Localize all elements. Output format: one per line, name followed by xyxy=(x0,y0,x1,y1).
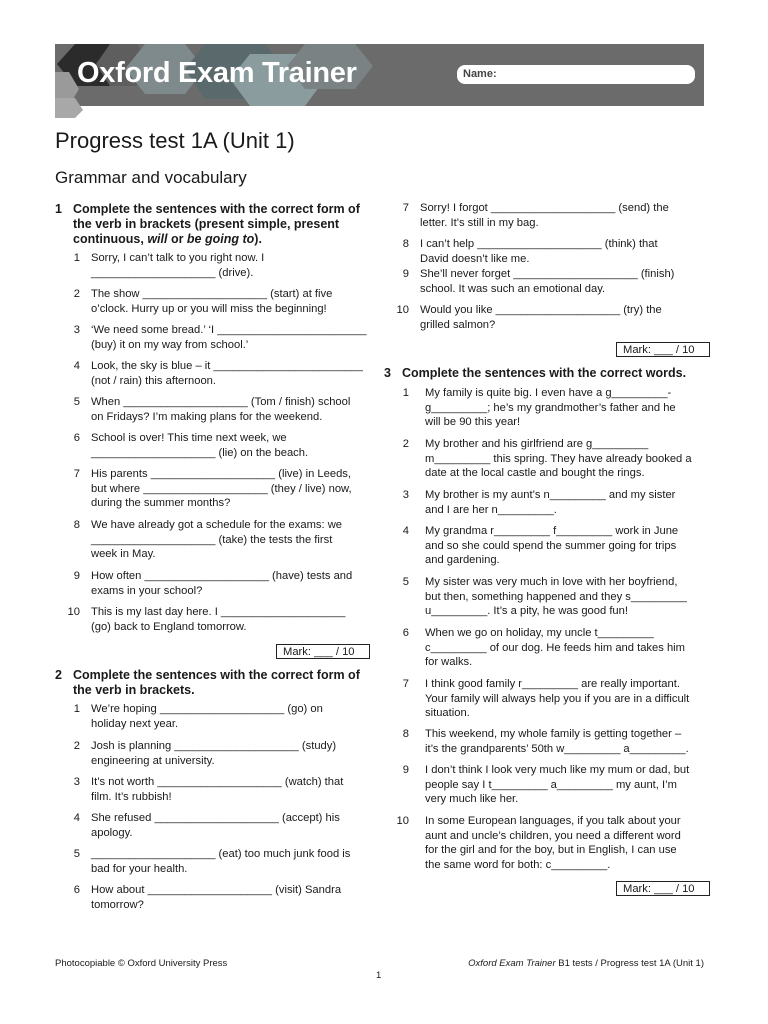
item-number: 6 xyxy=(73,884,80,896)
item-line: exams in your school? xyxy=(91,584,203,597)
item-number: 5 xyxy=(73,848,80,860)
item-number: 4 xyxy=(73,812,80,824)
item-line: Sorry, I can’t talk to you right now. I xyxy=(91,252,265,264)
item-line: Look, the sky is blue – it ________________________ xyxy=(91,360,363,372)
item-line: date at the local castle and bought the rings. xyxy=(425,467,645,479)
item-line: When we go on holiday, my uncle t_________ xyxy=(425,627,654,639)
item-number: 3 xyxy=(73,776,80,788)
item-text xyxy=(425,575,687,619)
item-line: We’re hoping ____________________ (go) on xyxy=(91,703,323,715)
q2-mark-box: Mark: ___ / 10 xyxy=(616,342,710,357)
item-line: and I are her n_________. xyxy=(425,503,557,516)
item-number: 10 xyxy=(67,606,80,618)
page-title: Progress test 1A (Unit 1) xyxy=(55,128,295,153)
item-line: It’s not worth ____________________ (watch) that xyxy=(91,776,344,788)
item-line: tomorrow? xyxy=(91,898,144,911)
item-number: 2 xyxy=(73,288,80,300)
item-line: School is over! This time next week, we xyxy=(91,432,287,444)
item-text xyxy=(425,763,689,807)
item-text xyxy=(91,702,323,731)
q1-instruction: Complete the sentences with the correct form of the verb in brackets (present simple, present continuous, will or be going to). xyxy=(73,202,360,246)
footer-test-info: Oxford Exam Trainer B1 tests / Progress test 1A (Unit 1) xyxy=(468,958,704,969)
brand-title: Oxford Exam Trainer xyxy=(77,57,357,89)
item-line: bad for your health. xyxy=(91,862,188,875)
item-line: How about ____________________ (visit) Sandra xyxy=(91,884,342,896)
item-line: ____________________ (drive). xyxy=(91,266,254,279)
item-line: My sister was very much in love with her boyfriend, xyxy=(425,576,678,588)
item-text xyxy=(425,626,685,670)
item-number: 2 xyxy=(73,740,80,752)
item-text xyxy=(91,323,367,352)
item-line: We have already got a schedule for the exams: we xyxy=(91,519,343,531)
item-number: 9 xyxy=(73,570,80,582)
item-line: aunt and uncle’s children, you need a different word xyxy=(425,829,681,842)
item-number: 1 xyxy=(402,387,409,399)
item-line: but where ____________________ (they / live) now, xyxy=(91,482,352,495)
item-text xyxy=(91,811,340,840)
q1-mark-box: Mark: ___ / 10 xyxy=(276,644,370,659)
item-line: ____________________ (eat) too much junk food is xyxy=(91,848,351,860)
item-text xyxy=(91,605,345,634)
q2-number: 2 xyxy=(55,668,62,682)
item-line: it’s the grandparents’ 50th w_________ a_________. xyxy=(425,742,689,755)
item-line: and so she could spend the summer going for trips xyxy=(425,539,677,552)
item-line: Josh is planning ____________________ (study) xyxy=(91,740,337,752)
item-line: engineering at university. xyxy=(91,754,215,767)
item-text xyxy=(91,467,352,511)
item-line: for walks. xyxy=(425,656,473,668)
item-number: 7 xyxy=(73,468,80,480)
q3-heading xyxy=(384,366,714,382)
item-text xyxy=(91,569,352,598)
item-text xyxy=(420,237,658,266)
item-number: 6 xyxy=(402,627,409,639)
item-text xyxy=(91,431,308,460)
item-number: 3 xyxy=(402,489,409,501)
item-line: week in May. xyxy=(91,548,156,560)
item-line: letter. It’s still in my bag. xyxy=(420,216,539,229)
item-line: holiday next year. xyxy=(91,717,179,730)
item-line: (buy) it on my way from school.’ xyxy=(91,338,249,351)
item-text xyxy=(91,395,350,424)
item-line: situation. xyxy=(425,707,470,719)
item-number: 10 xyxy=(396,304,409,316)
section-title: Grammar and vocabulary xyxy=(55,168,247,187)
item-line: I don’t think I look very much like my mum or dad, but xyxy=(425,764,690,776)
item-text xyxy=(425,814,681,872)
item-line: This weekend, my whole family is getting together – xyxy=(425,728,682,740)
item-text xyxy=(425,727,689,756)
item-text xyxy=(91,518,342,562)
item-text xyxy=(425,488,675,517)
item-line: When ____________________ (Tom / finish) school xyxy=(91,396,351,408)
q2-instruction: Complete the sentences with the correct form of the verb in brackets. xyxy=(73,668,360,697)
name-field[interactable] xyxy=(457,65,695,84)
item-line: She’ll never forget ____________________ (finish) xyxy=(420,268,675,280)
item-line: (not / rain) this afternoon. xyxy=(91,374,216,387)
item-line: My family is quite big. I even have a g_________- xyxy=(425,387,672,399)
item-text xyxy=(91,847,350,876)
item-number: 9 xyxy=(402,764,409,776)
item-number: 4 xyxy=(73,360,80,372)
item-line: How often ____________________ (have) tests and xyxy=(91,570,353,582)
item-line: school. It was such an emotional day. xyxy=(420,282,606,295)
q3-mark-box: Mark: ___ / 10 xyxy=(616,881,710,896)
item-line: ____________________ (take) the tests the first xyxy=(91,533,333,546)
item-line: grilled salmon? xyxy=(420,318,496,331)
item-number: 7 xyxy=(402,202,409,214)
item-line: In some European languages, if you talk about your xyxy=(425,815,681,827)
item-text xyxy=(425,677,689,721)
item-text xyxy=(91,359,363,388)
item-line: o’clock. Hurry up or you will miss the beginning! xyxy=(91,302,327,315)
item-line: ‘We need some bread.’ ‘I ________________________ xyxy=(91,324,367,336)
item-line: will be 90 this year! xyxy=(425,416,521,428)
item-text xyxy=(420,303,662,332)
item-number: 6 xyxy=(73,432,80,444)
item-number: 1 xyxy=(73,703,80,715)
item-number: 8 xyxy=(402,238,409,250)
footer-copyright: Photocopiable © Oxford University Press xyxy=(55,958,228,969)
item-line: My grandma r_________ f_________ work in June xyxy=(425,525,679,537)
item-line: apology. xyxy=(91,826,133,839)
item-number: 3 xyxy=(73,324,80,336)
q3-number: 3 xyxy=(384,366,391,380)
item-line: Your family will always help you if you are in a difficult xyxy=(425,692,690,705)
item-line: people say I t_________ a_________ my aunt, I’m xyxy=(425,778,677,791)
banner-corner-decoration xyxy=(55,98,95,118)
item-number: 8 xyxy=(73,519,80,531)
item-number: 10 xyxy=(396,815,409,827)
name-label: Name: xyxy=(463,68,497,80)
page-number: 1 xyxy=(376,970,382,981)
item-text xyxy=(91,287,332,316)
item-text xyxy=(420,201,669,230)
item-line: very much like her. xyxy=(425,793,519,805)
item-text xyxy=(425,386,676,430)
item-line: c_________ of our dog. He feeds him and takes him xyxy=(425,641,685,654)
q1-number: 1 xyxy=(55,202,62,216)
item-number: 2 xyxy=(402,438,409,450)
item-line: during the summer months? xyxy=(91,497,231,509)
item-number: 5 xyxy=(402,576,409,588)
item-line: My brother is my aunt’s n_________ and my sister xyxy=(425,489,676,501)
item-line: She refused ____________________ (accept) his xyxy=(91,812,340,824)
item-line: I can’t help ____________________ (think) that xyxy=(420,238,658,250)
item-line: I think good family r_________ are really important. xyxy=(425,678,680,690)
item-line: for the girl and for the boy, but in English, I can use xyxy=(425,844,677,856)
item-line: This is my last day here. I ____________________ xyxy=(91,606,346,618)
item-number: 8 xyxy=(402,728,409,740)
header-banner xyxy=(55,44,704,106)
item-line: The show ____________________ (start) at five xyxy=(91,288,333,300)
q2-heading xyxy=(55,668,375,700)
item-line: His parents ____________________ (live) in Leeds, xyxy=(91,468,351,480)
item-line: g_________; he’s my grandmother’s father and he xyxy=(425,401,676,414)
item-text xyxy=(91,251,264,280)
item-text xyxy=(425,524,678,568)
item-number: 5 xyxy=(73,396,80,408)
item-number: 7 xyxy=(402,678,409,690)
item-text xyxy=(420,267,674,296)
item-number: 9 xyxy=(402,268,409,280)
item-text xyxy=(91,775,343,804)
item-line: (go) back to England tomorrow. xyxy=(91,620,247,633)
item-text xyxy=(425,437,692,481)
item-text xyxy=(91,739,336,768)
item-line: David doesn’t like me. xyxy=(420,252,530,265)
item-line: but then, something happened and they s_________ xyxy=(425,590,687,603)
item-line: m_________ this spring. They have already booked a xyxy=(425,452,692,465)
item-line: u_________. It’s a pity, he was good fun! xyxy=(425,605,628,617)
item-line: Sorry! I forgot ____________________ (send) the xyxy=(420,202,669,214)
item-line: on Fridays? I’m making plans for the weekend. xyxy=(91,410,323,423)
item-line: Would you like ____________________ (try) the xyxy=(420,304,662,316)
item-line: and gardening. xyxy=(425,554,500,566)
item-line: ____________________ (lie) on the beach. xyxy=(91,446,309,459)
q1-heading xyxy=(55,202,375,248)
item-line: My brother and his girlfriend are g_________ xyxy=(425,438,649,450)
item-number: 1 xyxy=(73,252,80,264)
item-text xyxy=(91,883,341,912)
q3-instruction: Complete the sentences with the correct words. xyxy=(402,366,687,380)
item-number: 4 xyxy=(402,525,409,537)
item-line: the same word for both: c_________. xyxy=(425,858,611,871)
item-line: film. It’s rubbish! xyxy=(91,790,172,803)
